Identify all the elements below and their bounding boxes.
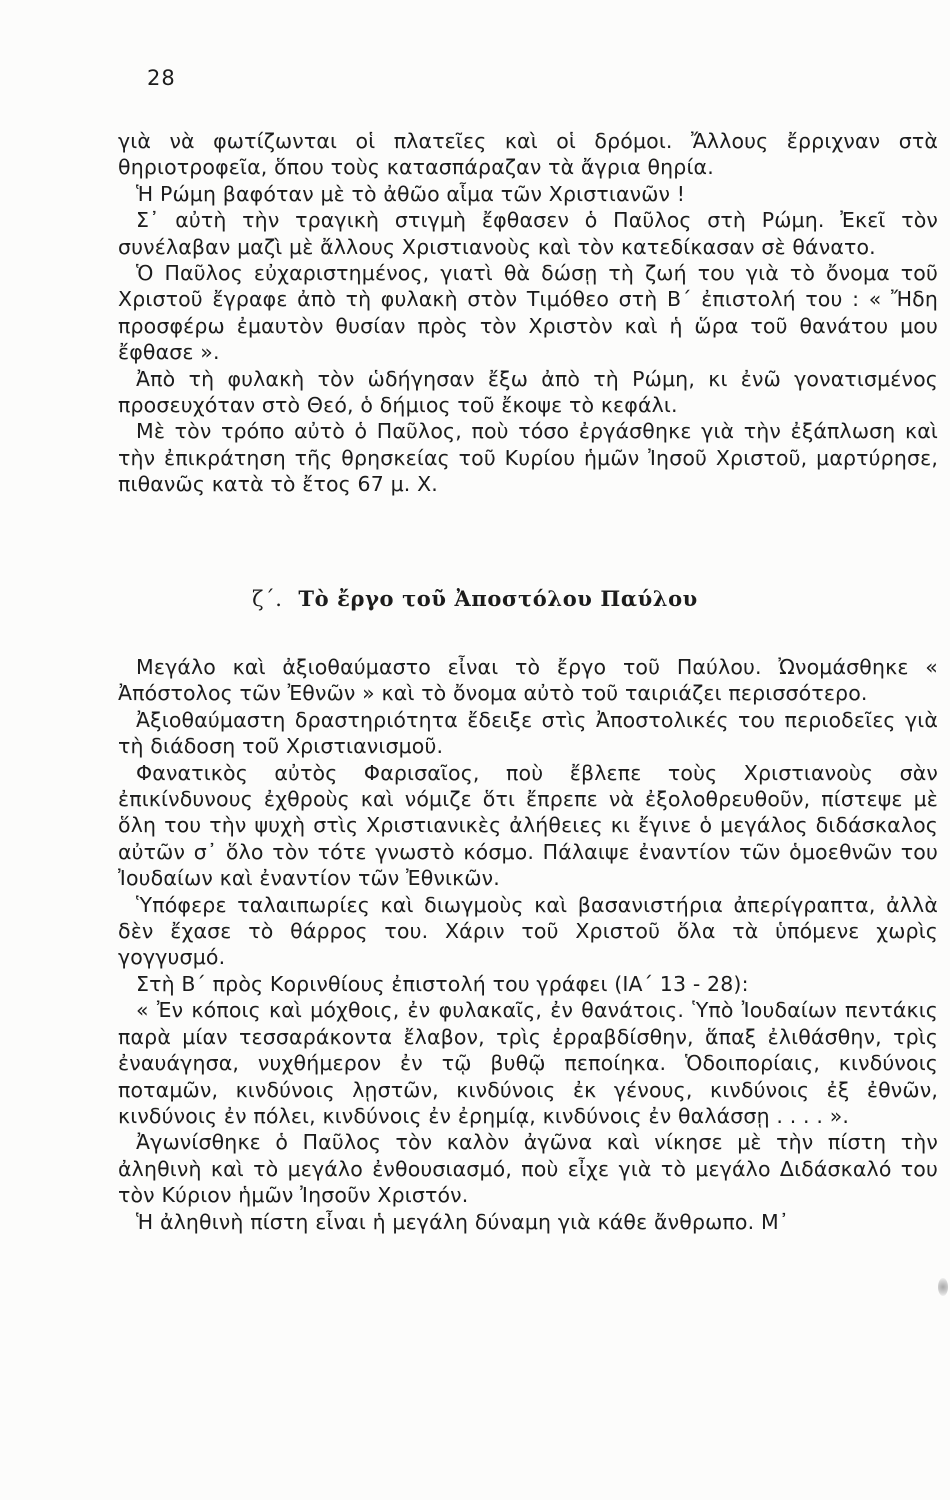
paragraph: Φανατικὸς αὐτὸς Φαρισαῖος, ποὺ ἔβλεπε τοὺς Χριστιανοὺς σὰν ἐπικίνδυνους ἐχθροὺς καὶ νόμιζε ὅτι ἔπρεπε νὰ ἐξολοθρευθοῦν, πίστεψε μὲ ὅλη του τὴν ψυχὴ στὶς Χριστιανικὲς ἀλήθειες κι ἔγινε ὁ μεγάλος διδάσκαλος αὐτῶν σ᾽ ὅλο τὸν τότε γνωστὸ κόσμο. Πάλαιψε ἐναντίον τῶν ὁμοεθνῶν του Ἰουδαίων καὶ ἐναντίον τῶν Ἐθνικῶν. [118,760,938,891]
paragraph: Ἀξιοθαύμαστη δραστηριότητα ἔδειξε στὶς Ἀποστολικές του περιοδεῖες γιὰ τὴ διάδοση τοῦ Χριστιανισμοῦ. [118,707,938,759]
paragraph: Ἀπὸ τὴ φυλακὴ τὸν ὡδήγησαν ἔξω ἀπὸ τὴ Ρώμη, κι ἐνῶ γονατισμένος προσευχόταν στὸ Θεό, ὁ δήμιος τοῦ ἔκοψε τὸ κεφάλι. [118,366,938,418]
page-number: 28 [147,66,176,90]
paragraph: Ἀγωνίσθηκε ὁ Παῦλος τὸν καλὸν ἀγῶνα καὶ νίκησε μὲ τὴν πίστη τὴν ἀληθινὴ καὶ τὸ μεγάλο ἐνθουσιασμό, ποὺ εἶχε γιὰ τὸ μεγάλο Διδάσκαλό του τὸν Κύριον ἡμῶν Ἰησοῦν Χριστόν. [118,1130,938,1208]
paragraph: Στὴ Β΄ πρὸς Κορινθίους ἐπιστολή του γράφει (ΙΑ΄ 13 - 28): [136,971,749,996]
paragraph: « Ἐν κόποις καὶ μόχθοις, ἐν φυλακαῖς, ἐν θανάτοις. Ὑπὸ Ἰουδαίων πεντάκις παρὰ μίαν τεσσαράκοντα ἔλαβον, τρὶς ἐρραβδίσθην, ἅπαξ ἐλιθάσθην, τρὶς ἐναυάγησα, νυχθήμερον ἐν τῷ βυθῷ πεποίηκα. Ὁδοιπορίαις, κινδύνοις ποταμῶν, κινδύνοις λῃστῶν, κινδύνοις ἐκ γένους, κινδύνοις ἐξ ἐθνῶν, κινδύνοις ἐν πόλει, κινδύνοις ἐν ἐρημίᾳ, κινδύνοις ἐν θαλάσσῃ . . . . ». [118,998,938,1128]
text-block-top [118,128,938,498]
paragraph: Σ᾽ αὐτὴ τὴν τραγικὴ στιγμὴ ἔφθασεν ὁ Παῦλος στὴ Ρώμη. Ἐκεῖ τὸν συνέλαβαν μαζὶ μὲ ἄλλους Χριστιανοὺς καὶ τὸν κατεδίκασαν σὲ θάνατο. [118,208,938,259]
section-number: ζ΄. [252,587,283,611]
paragraph: Ὑπόφερε ταλαιπωρίες καὶ διωγμοὺς καὶ βασανιστήρια ἀπερίγραπτα, ἀλλὰ δὲν ἔχασε τὸ θάρρος του. Χάριν τοῦ Χριστοῦ ὅλα τὰ ὑπόμενε χωρὶς γογγυσμό. [118,892,938,970]
section-heading [0,586,950,611]
paragraph: γιὰ νὰ φωτίζωνται οἱ πλατεῖες καὶ οἱ δρόμοι. Ἄλλους ἔρριχναν στὰ θηριοτροφεῖα, ὅπου τοὺς κατασπάραζαν τὰ ἄγρια θηρία. [118,129,938,180]
paragraph: Ἡ ἀληθινὴ πίστη εἶναι ἡ μεγάλη δύναμη γιὰ κάθε ἄνθρωπο. Μ᾽ [136,1209,790,1234]
paragraph: Μὲ τὸν τρόπο αὐτὸ ὁ Παῦλος, ποὺ τόσο ἐργάσθηκε γιὰ τὴν ἐξάπλωση καὶ τὴν ἐπικράτηση τῆς θρησκείας τοῦ Κυρίου ἡμῶν Ἰησοῦ Χριστοῦ, μαρτύρησε, πιθανῶς κατὰ τὸ ἔτος 67 μ. Χ. [118,419,938,497]
text-block-bottom [118,654,938,1235]
paragraph: Ὁ Παῦλος εὐχαριστημένος, γιατὶ θὰ δώσῃ τὴ ζωή του γιὰ τὸ ὄνομα τοῦ Χριστοῦ ἔγραφε ἀπὸ τὴ φυλακὴ στὸν Τιμόθεο στὴ Β΄ ἐπιστολή του : « Ἤδη προσφέρω ἐμαυτὸν θυσίαν πρὸς τὸν Χριστὸν καὶ ἡ ὥρα τοῦ θανάτου μου ἔφθασε ». [118,261,938,365]
ink-spot-decoration [938,1278,948,1296]
paragraph: Ἡ Ρώμη βαφόταν μὲ τὸ ἀθῶο αἷμα τῶν Χριστιανῶν ! [136,181,686,206]
section-title: Τὸ ἔργο τοῦ Ἀποστόλου Παύλου [298,586,698,611]
paragraph: Μεγάλο καὶ ἀξιοθαύμαστο εἶναι τὸ ἔργο τοῦ Παύλου. Ὠνομάσθηκε « Ἀπόστολος τῶν Ἐθνῶν » καὶ τὸ ὄνομα αὐτὸ τοῦ ταιριάζει περισσότερο. [118,655,938,706]
